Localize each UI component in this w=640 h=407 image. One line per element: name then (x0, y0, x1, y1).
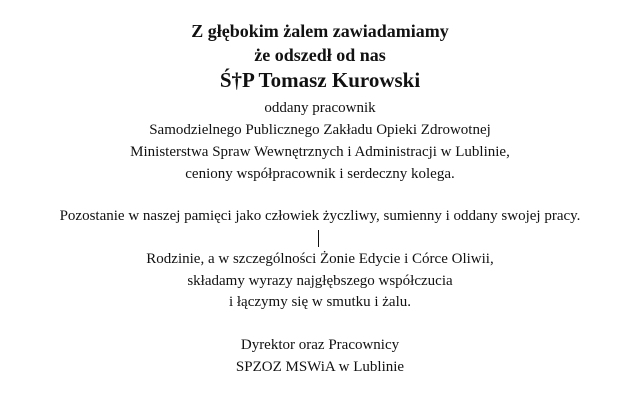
description-line-4: ceniony współpracownik i serdeczny kolega. (185, 166, 455, 182)
signature-line-2: SPZOZ MSWiA w Lublinie (235, 359, 405, 375)
description-line-2: Samodzielnego Publicznego Zakładu Opieki Zdrowotnej (149, 122, 491, 138)
description-line-3: Ministerstwa Spraw Wewnętrznych i Administracji w Lublinie, (130, 144, 510, 160)
heading-line-2: że odszedł od nas (254, 45, 386, 65)
text-cursor-divider (318, 230, 319, 247)
remembrance-text: Pozostanie w naszej pamięci jako człowiek życzliwy, sumienny i oddany swojej pracy. (59, 208, 581, 224)
heading-line-1: Z głębokim żalem zawiadamiamy (191, 21, 449, 41)
deceased-name: Ś†P Tomasz Kurowski (219, 68, 421, 92)
description-line-1: oddany pracownik (264, 100, 376, 116)
condolences-line-3: i łączymy się w smutku i żalu. (228, 294, 412, 310)
condolences-line-1: Rodzinie, a w szczególności Żonie Edycie i Córce Oliwii, (146, 251, 494, 267)
signature-line-1: Dyrektor oraz Pracownicy (240, 337, 400, 353)
condolences-line-2: składamy wyrazy najgłębszego współczucia (187, 273, 453, 289)
